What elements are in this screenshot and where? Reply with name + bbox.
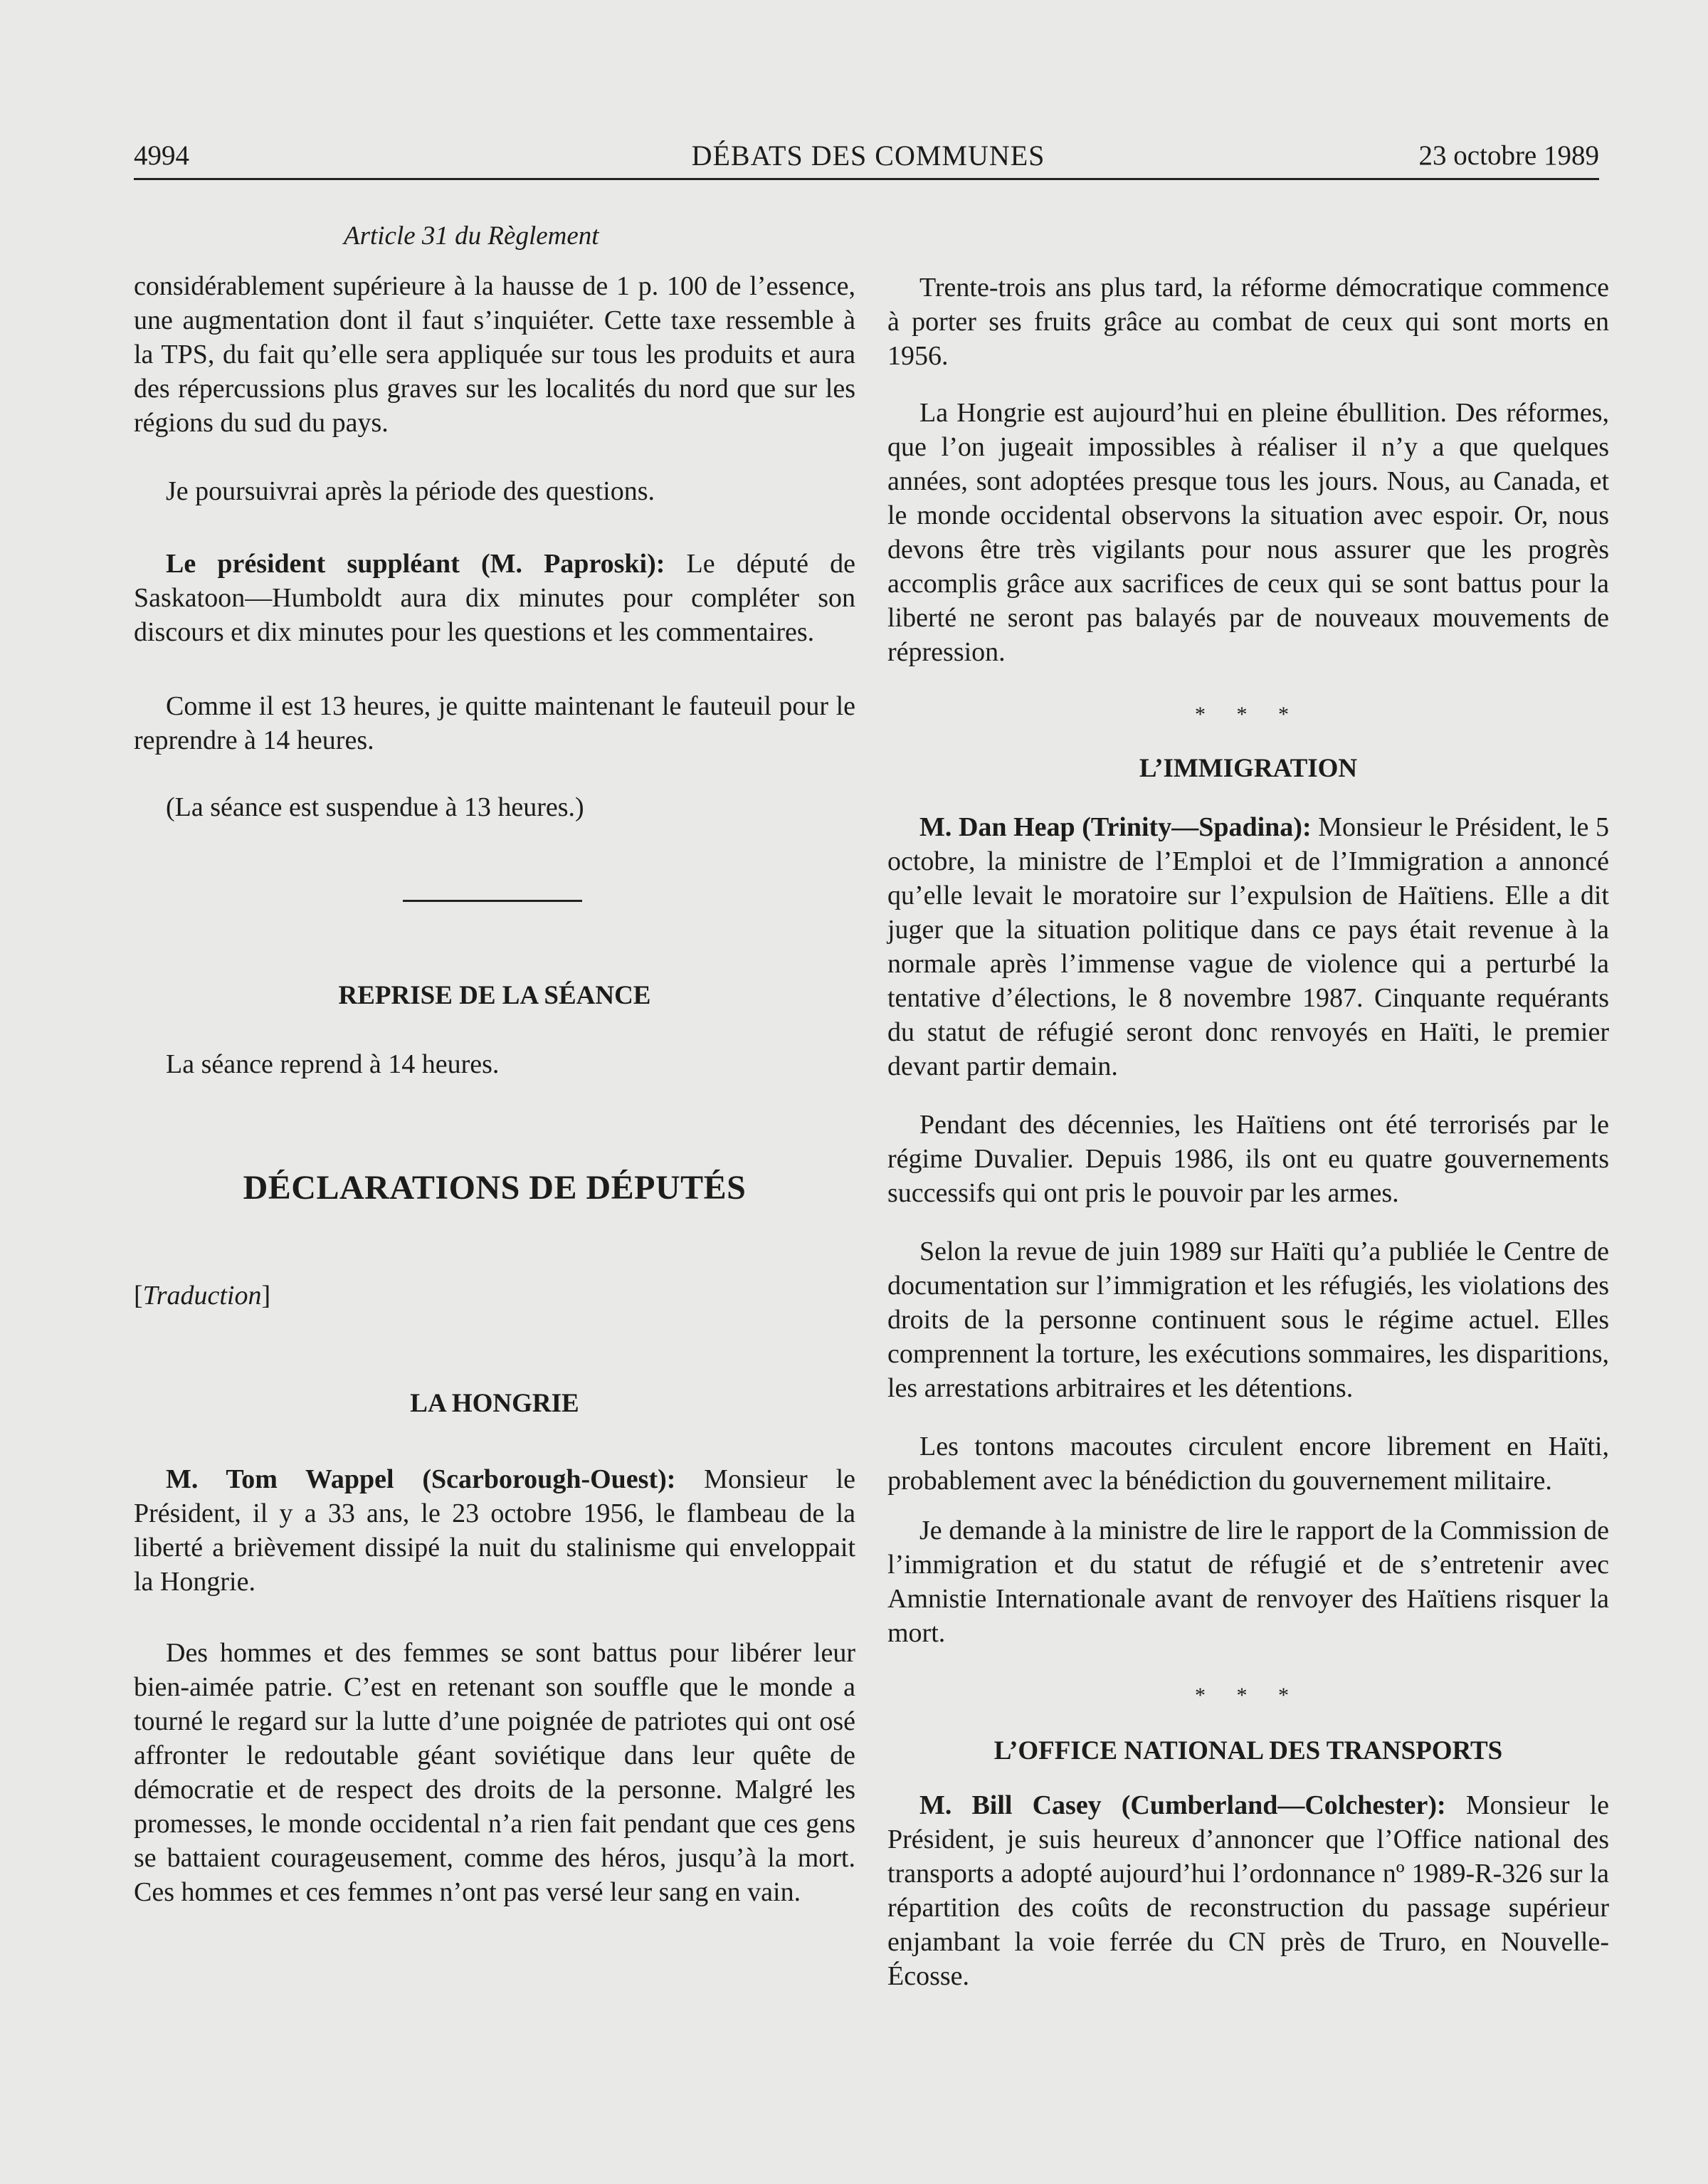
paragraph (887, 1788, 1609, 1993)
section-heading: REPRISE DE LA SÉANCE (338, 981, 651, 1010)
speaker-name: M. Dan Heap (Trinity—Spadina): (919, 812, 1312, 842)
translation-note: [Traduction] (134, 1281, 271, 1311)
running-title: DÉBATS DES COMMUNES (691, 140, 1045, 172)
left-column (134, 219, 855, 1909)
section-separator: * * * (1195, 703, 1302, 726)
paragraph: considérablement supérieure à la hausse de 1 p. 100 de l’essence, une augmentation dont il faut s’inquiéter. Cette taxe ressemble à la TPS, du fait qu’elle sera appliquée sur tous les produits et aura des répercussions plus graves sur les localités du nord que sur les régions du sud du pays. (134, 271, 855, 438)
speaker-name: M. Tom Wappel (Scarborough-Ouest): (166, 1464, 676, 1494)
paragraph (134, 1462, 855, 1599)
paragraph: Selon la revue de juin 1989 sur Haïti qu’a publiée le Centre de documentation sur l’immigration et les réfugiés, les violations des droits de la personne continuent sous le régime actuel. Elles comprennent la torture, les exécutions sommaires, les disparitions, les arrestations arbitraires et les détentions. (887, 1237, 1609, 1403)
header-date: 23 octobre 1989 (1418, 140, 1599, 171)
speaker-name: Le président suppléant (M. Paproski): (166, 549, 665, 579)
header-rule (134, 178, 1599, 180)
speech-text: Monsieur le Président, le 5 octobre, la ministre de l’Emploi et de l’Immigration a annoncé qu’elle levait le moratoire sur l’expulsion de Haïtiens. Elle a dit juger que la situation politique dans ce pays était revenue à la normale après l’immense vague de violence qui a perturbé la tentative d’élections, le 8 novembre 1987. Cinquante requérants du statut de réfugié seront donc renvoyés en Haïti, le premier devant partir demain. (887, 812, 1609, 1081)
section-heading: L’IMMIGRATION (1139, 754, 1358, 783)
page-number: 4994 (134, 140, 189, 171)
section-heading: LA HONGRIE (410, 1389, 579, 1418)
paragraph: Je poursuivrai après la période des questions. (166, 476, 655, 506)
major-heading: DÉCLARATIONS DE DÉPUTÉS (243, 1169, 747, 1207)
paragraph: Les tontons macoutes circulent encore librement en Haïti, probablement avec la bénédiction du gouvernement militaire. (887, 1432, 1609, 1496)
paragraph: Pendant des décennies, les Haïtiens ont été terrorisés par le régime Duvalier. Depuis 1986, ils ont eu quatre gouvernements successifs qui ont pris le pouvoir par les armes. (887, 1110, 1609, 1208)
paragraph: La séance reprend à 14 heures. (166, 1049, 500, 1079)
paragraph (887, 810, 1609, 1083)
paragraph: Des hommes et des femmes se sont battus pour libérer leur bien-aimée patrie. C’est en retenant son souffle que le monde a tourné le regard sur la lutte d’une poignée de patriotes qui ont osé affronter le redoutable géant soviétique dans leur quête de démocratie et de respect des droits de la personne. Malgré les promesses, le monde occidental n’a rien fait pendant que ces gens se battaient courageusement, comme des héros, jusqu’à la mort. Ces hommes et ces femmes n’ont pas versé leur sang en vain. (134, 1638, 855, 1907)
speech-text: Monsieur le Président, je suis heureux d’annoncer que l’Office national des transports a adopté aujourd’hui l’ordonnance nº 1989-R-326 sur la répartition des coûts de reconstruction du passage supérieur enjambant la voie ferrée du CN près de Truro, en Nouvelle-Écosse. (887, 1790, 1609, 1991)
speech-text: Le député de Saskatoon—Humboldt aura dix minutes pour compléter son discours et dix minutes pour les questions et les commentaires. (134, 549, 856, 647)
paragraph: Comme il est 13 heures, je quitte maintenant le fauteuil pour le reprendre à 14 heures. (134, 691, 855, 755)
paragraph: Trente-trois ans plus tard, la réforme démocratique commence à porter ses fruits grâce au combat de ceux qui sont morts en 1956. (887, 273, 1609, 371)
paragraph: Je demande à la ministre de lire le rapport de la Commission de l’immigration et du statut de réfugié et de s’entretenir avec Amnistie Internationale avant de renvoyer des Haïtiens risquer la mort. (887, 1516, 1609, 1648)
speech-text: Monsieur le Président, il y a 33 ans, le 23 octobre 1956, le flambeau de la liberté a brièvement dissipé la nuit du stalinisme qui enveloppait la Hongrie. (134, 1464, 855, 1597)
paragraph: La Hongrie est aujourd’hui en pleine ébullition. Des réformes, que l’on jugeait impossibles à réaliser il n’y a que quelques années, sont adoptées presque tous les jours. Nous, au Canada, et le monde occidental observons la situation avec espoir. Or, nous devons être très vigilants pour nous assurer que les progrès accomplis grâce aux sacrifices de ceux qui se sont battus pour la liberté ne seront pas balayés par de nouveaux mouvements de répression. (887, 398, 1609, 667)
right-column (887, 271, 1609, 1993)
section-label: Article 31 du Règlement (344, 221, 599, 251)
section-separator: * * * (1195, 1684, 1302, 1707)
speaker-name: M. Bill Casey (Cumberland—Colchester): (919, 1790, 1446, 1820)
paragraph: (La séance est suspendue à 13 heures.) (166, 792, 584, 822)
paragraph (134, 547, 855, 649)
section-heading: L’OFFICE NATIONAL DES TRANSPORTS (993, 1736, 1503, 1765)
